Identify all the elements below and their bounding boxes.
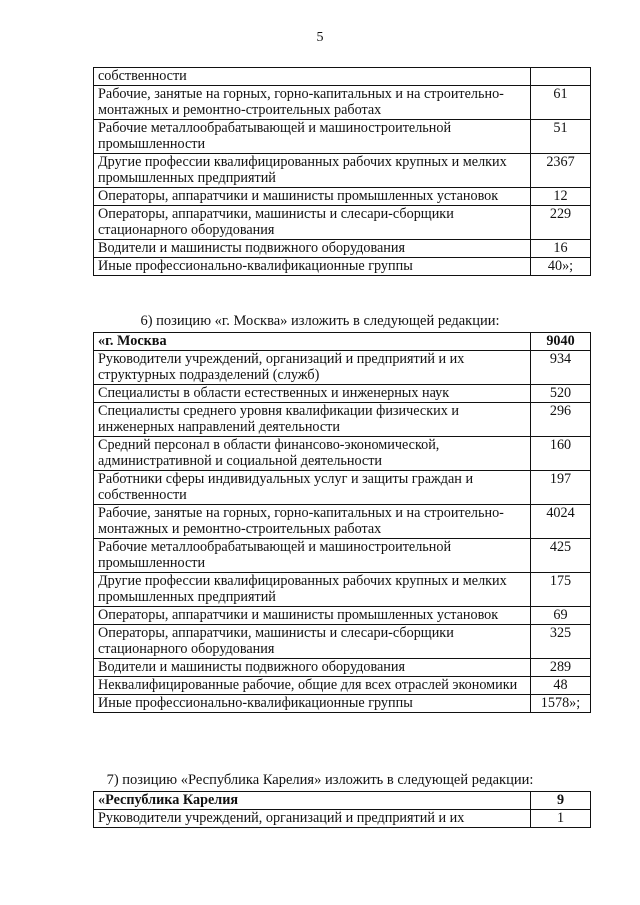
table-row [94,240,591,258]
table-row [94,86,591,120]
occupation-group-value: 61 [531,86,591,120]
table-row [94,659,591,677]
paragraph-7: 7) позицию «Республика Карелия» изложить в следующей редакции: [106,772,534,788]
occupation-group-value: 934 [531,351,591,385]
occupation-group-value: 48 [531,677,591,695]
table-row [94,206,591,240]
occupation-group-value: 1578»; [531,695,591,713]
occupation-group-label: Операторы, аппаратчики и машинисты промышленных установок [94,188,531,206]
occupation-group-value: 289 [531,659,591,677]
table-header-row [94,333,591,351]
occupation-group-label: Операторы, аппаратчики, машинисты и слесари-сборщики стационарного оборудования [94,625,531,659]
paragraph-6: 6) позицию «г. Москва» изложить в следующей редакции: [140,313,500,329]
occupation-group-label: Специалисты в области естественных и инженерных наук [94,385,531,403]
occupation-group-value: 16 [531,240,591,258]
table-karelia [93,791,591,828]
occupation-group-label: Руководители учреждений, организаций и предприятий и их структурных подразделений (служб) [94,351,531,385]
occupation-group-label: Рабочие, занятые на горных, горно-капитальных и на строительно-монтажных и ремонтно-строительных работах [94,86,531,120]
occupation-group-label: Рабочие, занятые на горных, горно-капитальных и на строительно-монтажных и ремонтно-строительных работах [94,505,531,539]
table-row [94,351,591,385]
table-row [94,625,591,659]
occupation-group-label: Водители и машинисты подвижного оборудования [94,659,531,677]
page-number: 5 [316,30,324,45]
region-name: «Республика Карелия [94,792,531,810]
occupation-group-value: 425 [531,539,591,573]
table-row [94,695,591,713]
table-row [94,385,591,403]
occupation-group-label: Водители и машинисты подвижного оборудования [94,240,531,258]
occupation-group-value: 160 [531,437,591,471]
occupation-group-label: Другие профессии квалифицированных рабочих крупных и мелких промышленных предприятий [94,154,531,188]
table-row [94,403,591,437]
occupation-group-label: Специалисты среднего уровня квалификации физических и инженерных направлений деятельности [94,403,531,437]
occupation-group-value: 175 [531,573,591,607]
occupation-group-label: Иные профессионально-квалификационные группы [94,695,531,713]
table-row [94,810,591,828]
table-row [94,607,591,625]
occupation-group-value [531,68,591,86]
table-row [94,471,591,505]
occupation-group-label: Средний персонал в области финансово-экономической, административной и социальной деятельности [94,437,531,471]
region-name: «г. Москва [94,333,531,351]
occupation-group-value: 1 [531,810,591,828]
table-row [94,539,591,573]
occupation-group-value: 51 [531,120,591,154]
occupation-group-value: 40»; [531,258,591,276]
table-row [94,505,591,539]
table-row [94,188,591,206]
occupation-group-label: Рабочие металлообрабатывающей и машиностроительной промышленности [94,539,531,573]
table-row [94,677,591,695]
table-row [94,120,591,154]
occupation-group-value: 4024 [531,505,591,539]
occupation-group-value: 325 [531,625,591,659]
region-total: 9040 [531,333,591,351]
occupation-group-label: Операторы, аппаратчики, машинисты и слесари-сборщики стационарного оборудования [94,206,531,240]
occupation-group-value: 296 [531,403,591,437]
occupation-group-value: 520 [531,385,591,403]
occupation-group-value: 2367 [531,154,591,188]
occupation-group-label: Рабочие металлообрабатывающей и машиностроительной промышленности [94,120,531,154]
table-row [94,154,591,188]
occupation-group-value: 12 [531,188,591,206]
occupation-group-label: Неквалифицированные рабочие, общие для всех отраслей экономики [94,677,531,695]
table-header-row [94,792,591,810]
table-row [94,68,591,86]
occupation-group-label: Иные профессионально-квалификационные группы [94,258,531,276]
occupation-group-label: Руководители учреждений, организаций и предприятий и их [94,810,531,828]
occupation-group-label: Операторы, аппаратчики и машинисты промышленных установок [94,607,531,625]
occupation-group-label: Другие профессии квалифицированных рабочих крупных и мелких промышленных предприятий [94,573,531,607]
table-row [94,573,591,607]
table-moscow [93,332,591,713]
table-row [94,437,591,471]
occupation-group-value: 197 [531,471,591,505]
table-continuation [93,67,591,276]
occupation-group-value: 229 [531,206,591,240]
occupation-group-label: Работники сферы индивидуальных услуг и защиты граждан и собственности [94,471,531,505]
occupation-group-label: собственности [94,68,531,86]
region-total: 9 [531,792,591,810]
table-row [94,258,591,276]
occupation-group-value: 69 [531,607,591,625]
